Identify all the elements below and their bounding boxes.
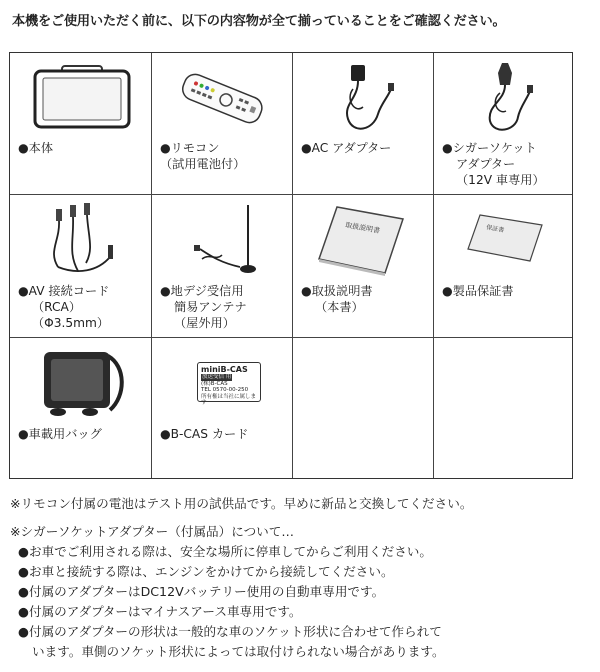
- ac-adapter-illustration: [333, 59, 403, 139]
- contents-cell-car-bag: [10, 338, 152, 478]
- note-bullet: ●付属のアダプターの形状は一般的な車のソケット形状に合わせて作られて: [18, 624, 442, 639]
- contents-cell-av-cable: [10, 195, 152, 338]
- av-cable-illustration: [38, 201, 128, 281]
- car-bag-illustration: [38, 346, 128, 418]
- note-bullet: ●付属のアダプターはマイナスアース車専用です。: [18, 604, 302, 619]
- note-bullet: ●お車と接続する際は、エンジンをかけてから接続してください。: [18, 564, 394, 579]
- note-remote-battery: ※リモコン付属の電池はテスト用の試供品です。早めに新品と交換してください。: [10, 496, 473, 511]
- item-label-antenna: ●地デジ受信用 簡易アンテナ （屋外用）: [160, 284, 247, 330]
- cigar-adapter-illustration: [472, 59, 542, 139]
- item-label-cigar-adapter: ●シガーソケット アダプター （12V 車専用）: [442, 141, 545, 187]
- item-label-bcas: ●B-CAS カード: [160, 427, 249, 441]
- remote-illustration: [176, 61, 266, 136]
- note-bullet: ●付属のアダプターはDC12Vバッテリー使用の自動車専用です。: [18, 584, 385, 599]
- item-label-main-unit: ●本体: [18, 141, 54, 155]
- manual-illustration: [315, 203, 411, 277]
- item-label-remote: ●リモコン （試用電池付）: [160, 141, 246, 171]
- contents-cell-main-unit: [10, 53, 152, 195]
- item-label-warranty: ●製品保証書: [442, 284, 514, 298]
- warranty-illustration: [466, 211, 546, 267]
- note-bullet: ●お車でご利用される際は、安全な場所に停車してからご利用ください。: [18, 544, 432, 559]
- contents-cell-antenna: [152, 195, 293, 338]
- contents-cell-empty-2: [434, 338, 572, 478]
- contents-table: [9, 52, 573, 479]
- notes-section: [10, 494, 595, 662]
- contents-cell-bcas: [152, 338, 293, 478]
- warranty-cover-text: 保証書: [485, 224, 505, 235]
- contents-cell-manual: [293, 195, 434, 338]
- contents-cell-empty-1: [293, 338, 434, 478]
- item-label-manual: ●取扱説明書 （本書）: [301, 284, 373, 314]
- contents-cell-remote: [152, 53, 293, 195]
- contents-cell-warranty: [434, 195, 572, 338]
- contents-cell-ac-adapter: [293, 53, 434, 195]
- note-bullet-continuation: います。車側のソケット形状によっては取付けられない場合があります。: [32, 644, 445, 659]
- manual-cover-text: 取扱説明書: [344, 221, 381, 236]
- item-label-car-bag: ●車載用バッグ: [18, 427, 102, 441]
- antenna-illustration: [182, 201, 272, 281]
- contents-cell-cigar-adapter: [434, 53, 572, 195]
- note-cigar-heading: ※シガーソケットアダプター（付属品）について…: [10, 524, 294, 539]
- bcas-card-illustration: miniB-CAS 放送受信 用 (株)B-CAS TEL 0570-00-250 所有権は当社に属します: [197, 362, 261, 402]
- item-label-ac-adapter: ●AC アダプター: [301, 141, 392, 155]
- main-unit-illustration: [32, 63, 132, 131]
- page-title: 本機をご使用いただく前に、以下の内容物が全て揃っていることをご確認ください。: [12, 14, 506, 29]
- item-label-av-cable: ●AV 接続コード （RCA） （Φ3.5mm）: [18, 284, 110, 330]
